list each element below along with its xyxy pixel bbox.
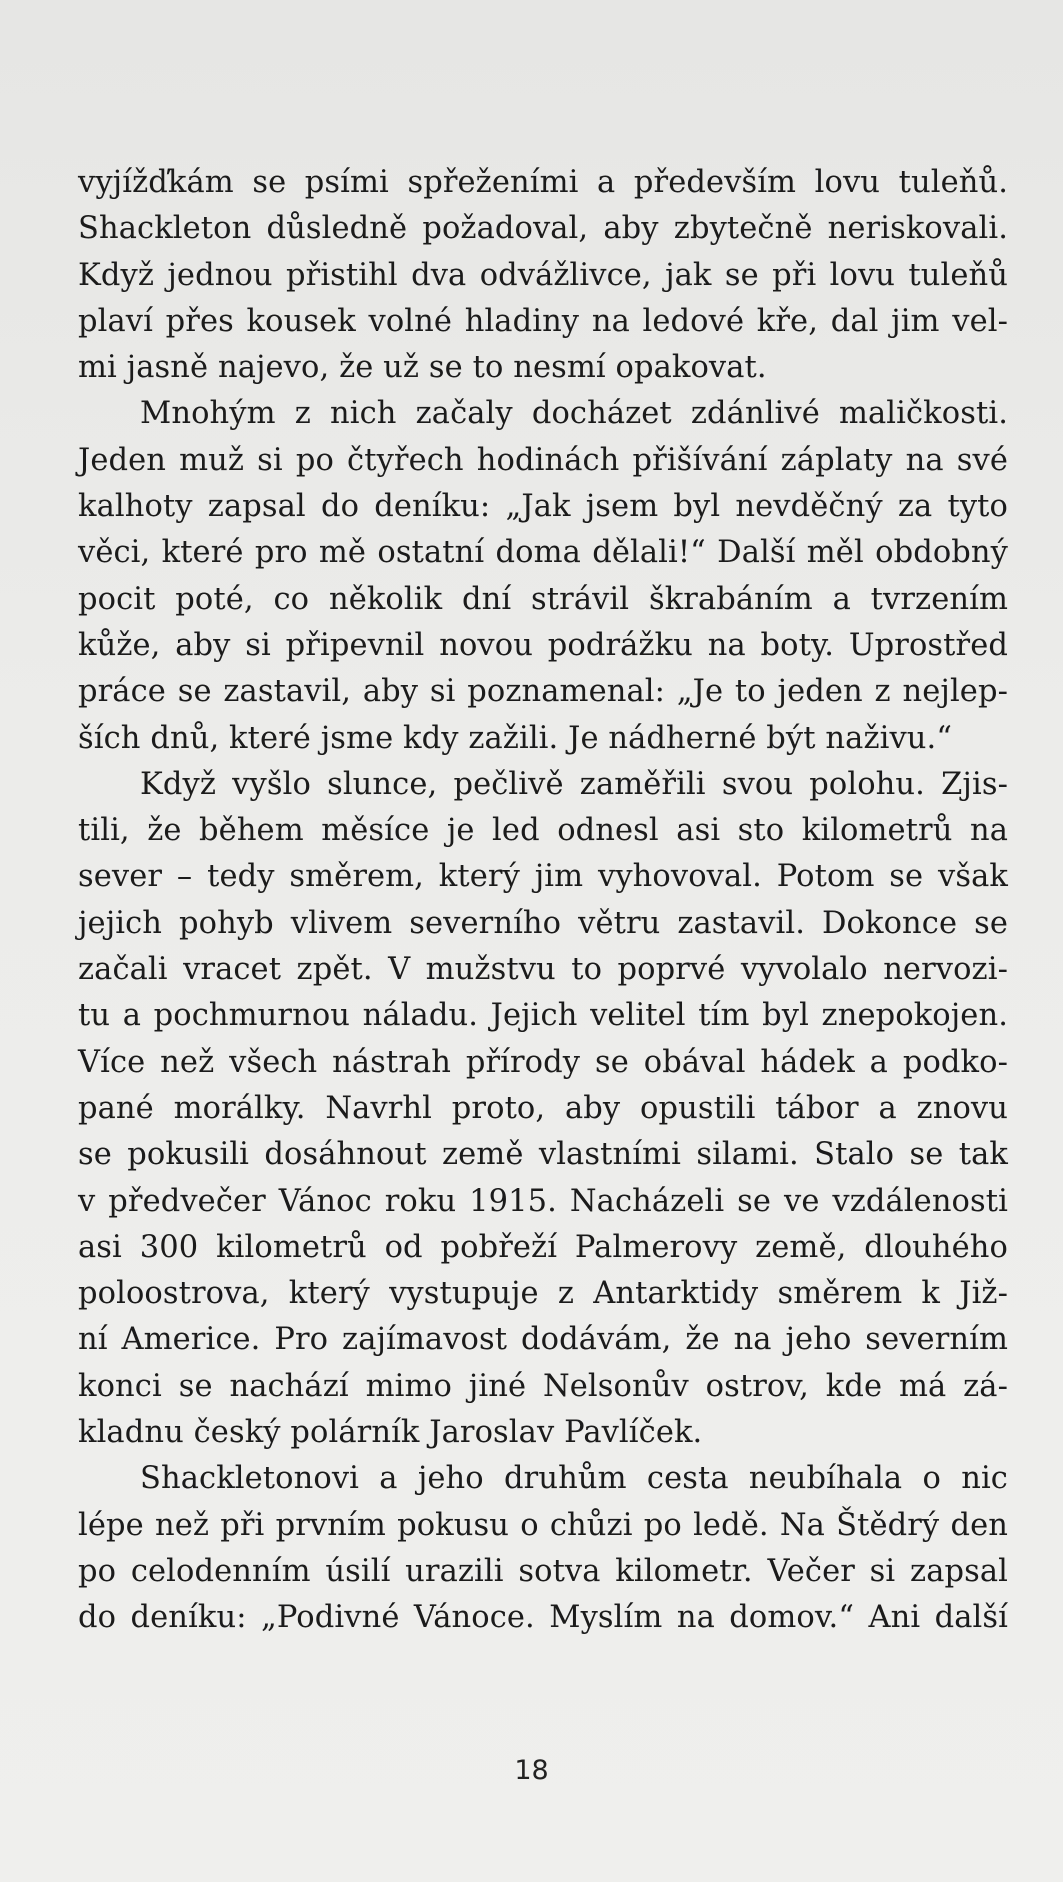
- text-line: práce se zastavil, aby si poznamenal: „Je to jeden z nejlep-: [78, 674, 1008, 710]
- text-line: vyjížďkám se psími spřeženími a především lovu tuleňů.: [78, 165, 1008, 200]
- text-line: jejich pohyb vlivem severního větru zastavil. Dokonce se: [78, 905, 1008, 941]
- text-line: ní Americe. Pro zajímavost dodávám, že na jeho severním: [78, 1322, 1008, 1358]
- text-line: po celodenním úsilí urazili sotva kilometr. Večer si zapsal: [78, 1553, 1008, 1589]
- text-line: tu a pochmurnou náladu. Jejich velitel tím byl znepokojen.: [78, 998, 1008, 1034]
- text-line: ších dnů, které jsme kdy zažili. Je nádherné být naživu.“: [78, 720, 953, 756]
- text-line: Více než všech nástrah přírody se obával hádek a podko-: [78, 1044, 1008, 1080]
- text-line: pocit poté, co několik dní strávil škrabáním a tvrzením: [78, 581, 1008, 617]
- text-line: sever – tedy směrem, který jim vyhovoval. Potom se však: [78, 859, 1008, 895]
- text-line: asi 300 kilometrů od pobřeží Palmerovy země, dlouhého: [78, 1229, 1008, 1265]
- text-line: v předvečer Vánoc roku 1915. Nacházeli se ve vzdálenosti: [78, 1183, 1008, 1219]
- paragraph: [78, 160, 1008, 391]
- text-line: plaví přes kousek volné hladiny na ledové kře, dal jim vel-: [78, 303, 1008, 339]
- text-line: tili, že během měsíce je led odnesl asi sto kilometrů na: [78, 813, 1008, 849]
- page-number: 18: [514, 1755, 549, 1786]
- text-line: kalhoty zapsal do deníku: „Jak jsem byl nevděčný za tyto: [78, 489, 1008, 525]
- text-line: do deníku: „Podivné Vánoce. Myslím na domov.“ Ani další: [78, 1600, 1008, 1636]
- text-line: poloostrova, který vystupuje z Antarktidy směrem k Již-: [78, 1276, 1008, 1312]
- text-line: lépe než při prvním pokusu o chůzi po ledě. Na Štědrý den: [78, 1507, 1008, 1543]
- text-line: Shackletonovi a jeho druhům cesta neubíhala o nic: [140, 1461, 1008, 1497]
- text-line: mi jasně najevo, že už se to nesmí opakovat.: [78, 350, 767, 386]
- text-line: věci, které pro mě ostatní doma dělali!“ Další měl obdobný: [78, 535, 1008, 571]
- paragraph: [78, 762, 1008, 1456]
- text-line: Mnohým z nich začaly docházet zdánlivé maličkosti.: [140, 396, 1008, 432]
- text-line: kůže, aby si připevnil novou podrážku na boty. Uprostřed: [78, 627, 1008, 663]
- text-line: Jeden muž si po čtyřech hodinách přišívání záplaty na své: [78, 442, 1008, 478]
- text-line: pané morálky. Navrhl proto, aby opustili tábor a znovu: [78, 1090, 1008, 1126]
- text-line: začali vracet zpět. V mužstvu to poprvé vyvolalo nervozi-: [78, 952, 1008, 988]
- body-text: [78, 160, 1008, 1642]
- paragraph: [78, 1456, 1008, 1641]
- paragraph: [78, 391, 1008, 761]
- text-line: kladnu český polárník Jaroslav Pavlíček.: [78, 1415, 703, 1451]
- text-line: Když jednou přistihl dva odvážlivce, jak se při lovu tuleňů: [78, 257, 1008, 293]
- text-line: Když vyšlo slunce, pečlivě zaměřili svou polohu. Zjis-: [140, 766, 1008, 802]
- text-line: konci se nachází mimo jiné Nelsonův ostrov, kde má zá-: [78, 1368, 1008, 1404]
- text-line: se pokusili dosáhnout země vlastními silami. Stalo se tak: [78, 1137, 1008, 1173]
- text-line: Shackleton důsledně požadoval, aby zbytečně neriskovali.: [78, 211, 1008, 247]
